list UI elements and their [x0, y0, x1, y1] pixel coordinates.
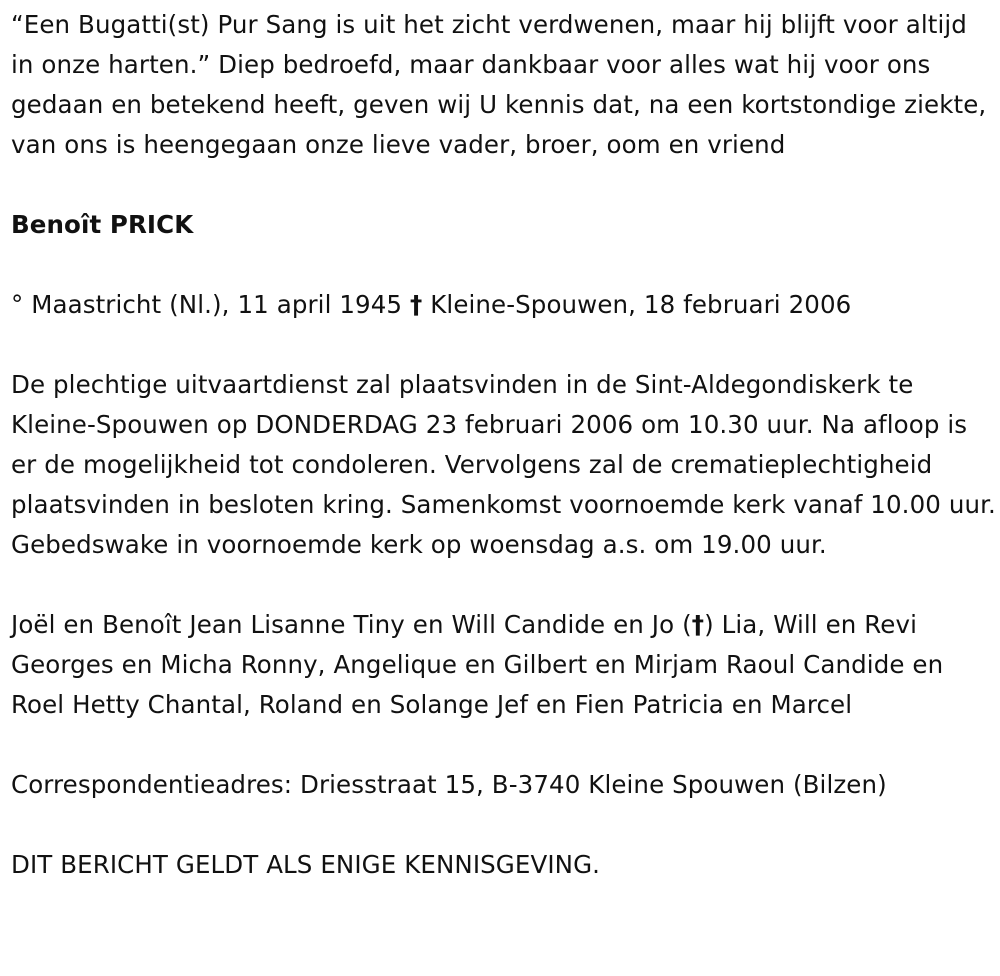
birth-info: ° Maastricht (Nl.), 11 april 1945	[11, 290, 403, 319]
obituary-notice	[11, 5, 996, 885]
correspondence-address: Correspondentieadres: Driesstraat 15, B-3740 Kleine Spouwen (Bilzen)	[11, 770, 887, 799]
death-info: Kleine-Spouwen, 18 februari 2006	[430, 290, 852, 319]
closing-statement: DIT BERICHT GELDT ALS ENIGE KENNISGEVING.	[11, 850, 601, 879]
cross-icon: †	[691, 610, 705, 639]
deceased-name: Benoît PRICK	[11, 210, 194, 239]
cross-icon: †	[410, 290, 423, 319]
family-paragraph	[11, 605, 996, 725]
intro-paragraph: “Een Bugatti(st) Pur Sang is uit het zicht verdwenen, maar hij blijft voor altijd in onze harten.” Diep bedroefd, maar dankbaar voor alles wat hij voor ons gedaan en betekend heeft, geven wij U kennis dat, na een kortstondige ziekte, van ons is heengegaan onze lieve vader, broer, oom en vriend	[11, 10, 987, 159]
service-paragraph: De plechtige uitvaartdienst zal plaatsvinden in de Sint-Aldegondiskerk te Kleine-Spouwen op DONDERDAG 23 februari 2006 om 10.30 uur. Na afloop is er de mogelijkheid tot condoleren. Vervolgens zal de crematieplechtigheid plaatsvinden in besloten kring. Samenkomst voornoemde kerk vanaf 10.00 uur. Gebedswake in voornoemde kerk op woensdag a.s. om 19.00 uur.	[11, 370, 996, 559]
family-names-part-2: ) Lia, Will en Revi Georges en Micha Ronny, Angelique en Gilbert en Mirjam Raoul Candide en Roel Hetty Chantal, Roland en Solange Jef en Fien Patricia en Marcel	[11, 610, 944, 719]
birth-death-line	[11, 285, 996, 325]
family-names-part-1: Joël en Benoît Jean Lisanne Tiny en Will Candide en Jo (	[11, 610, 692, 639]
